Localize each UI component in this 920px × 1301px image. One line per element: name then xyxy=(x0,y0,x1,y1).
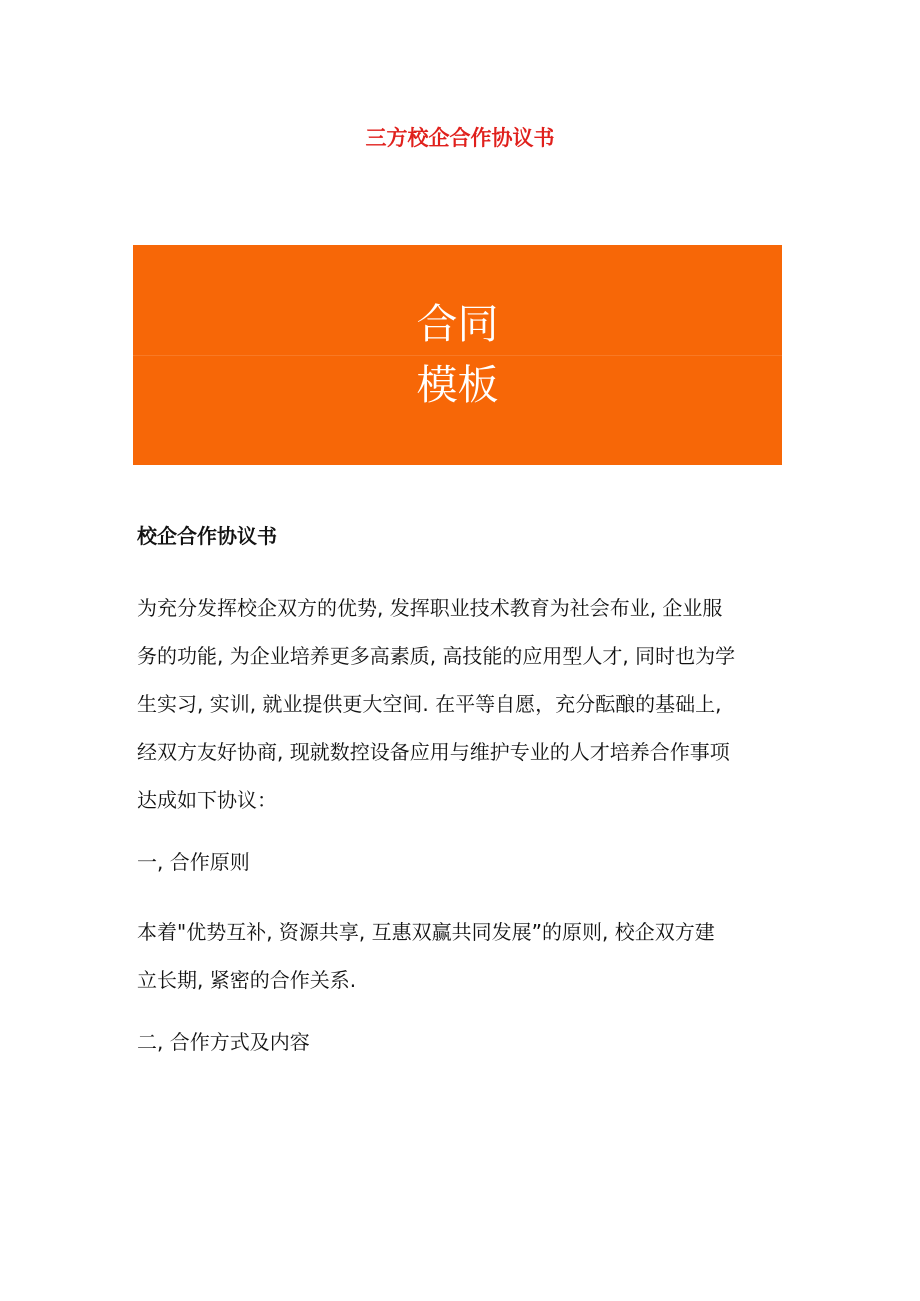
agreement-heading: 校企合作协议书 xyxy=(137,524,277,548)
banner-line-1: 合同 xyxy=(416,300,499,348)
section-1-heading: 一, 合作原则 xyxy=(137,850,250,874)
intro-line: 务的功能, 为企业培养更多高素质, 高技能的应用型人才, 同时也为学 xyxy=(137,644,736,668)
intro-line: 经双方友好协商, 现就数控设备应用与维护专业的人才培养合作事项 xyxy=(137,740,730,764)
intro-line: 为充分发挥校企双方的优势, 发挥职业技术教育为社会布业, 企业服 xyxy=(137,596,723,620)
intro-line: 生实习, 实训, 就业提供更大空间. 在平等自愿，充分酝酿的基础上, xyxy=(137,692,722,716)
document-body xyxy=(137,520,787,1088)
section-1-line: 立长期, 紧密的合作关系. xyxy=(137,968,357,992)
banner-divider xyxy=(133,355,782,356)
section-1-line: 本着"优势互补, 资源共享, 互惠双赢共同发展”的原则, 校企双方建 xyxy=(137,920,715,944)
section-2-heading: 二, 合作方式及内容 xyxy=(137,1030,310,1054)
banner-line-2: 模板 xyxy=(416,361,499,409)
intro-line: 达成如下协议： xyxy=(137,788,277,812)
section-1-paragraph xyxy=(137,908,787,1004)
intro-paragraph xyxy=(137,584,787,824)
contract-template-banner xyxy=(133,245,782,465)
document-title: 三方校企合作协议书 xyxy=(365,126,555,150)
